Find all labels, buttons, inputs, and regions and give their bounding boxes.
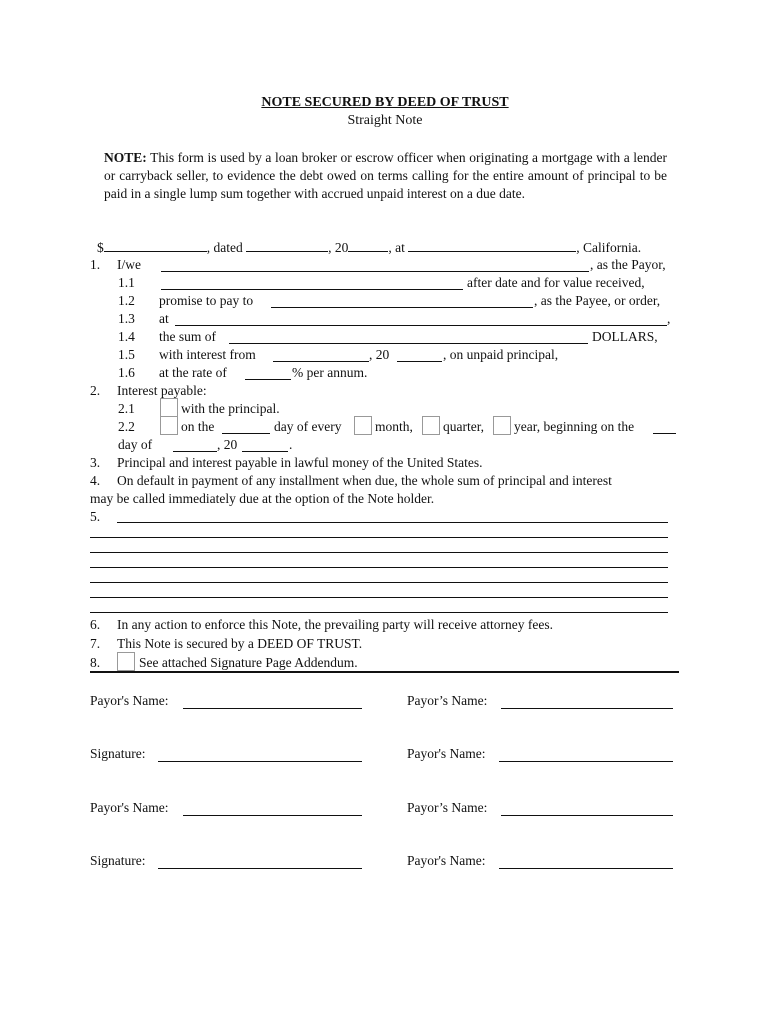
sub-1-5: 1.5 bbox=[118, 347, 135, 362]
installment-checkbox[interactable] bbox=[160, 416, 178, 435]
item-5-line-6[interactable] bbox=[90, 597, 668, 598]
item-4-text-b: may be called immediately due at the option of the Note holder. bbox=[90, 491, 435, 506]
sig-left-2-label: Signature: bbox=[90, 746, 146, 761]
at-label: , at bbox=[388, 240, 405, 255]
item-5-line-7[interactable] bbox=[90, 612, 668, 613]
address-comma: , bbox=[667, 311, 671, 326]
rate-field[interactable] bbox=[245, 379, 291, 380]
sub-1-4: 1.4 bbox=[118, 329, 135, 344]
dated-label: , dated bbox=[206, 240, 243, 255]
sig-right-3-label: Payor’s Name: bbox=[407, 800, 488, 815]
interest-year-field[interactable] bbox=[397, 361, 442, 362]
item-8-text: See attached Signature Page Addendum. bbox=[139, 655, 358, 670]
item-3-number: 3. bbox=[90, 455, 101, 470]
sig-left-1-field[interactable] bbox=[183, 708, 362, 709]
rate-label: at the rate of bbox=[159, 365, 227, 380]
beginning-day-field[interactable] bbox=[653, 433, 676, 434]
month-label: month, bbox=[375, 419, 413, 434]
per-annum-label: % per annum. bbox=[292, 365, 368, 380]
year-label: , 20 bbox=[328, 240, 349, 255]
amount-field[interactable] bbox=[104, 239, 207, 252]
sig-right-4-label: Payor's Name: bbox=[407, 853, 486, 868]
document-title: NOTE SECURED BY DEED OF TRUST bbox=[261, 95, 509, 110]
interest-start-date-field[interactable] bbox=[273, 361, 369, 362]
beginning-year-label: , 20 bbox=[217, 437, 238, 452]
after-date-label: after date and for value received, bbox=[467, 275, 645, 290]
sum-of-label: the sum of bbox=[159, 329, 216, 344]
sub-2-1: 2.1 bbox=[118, 401, 135, 416]
payee-field[interactable] bbox=[271, 307, 533, 308]
item-3-text: Principal and interest payable in lawful money of the United States. bbox=[117, 455, 483, 470]
interest-payable-label: Interest payable: bbox=[117, 383, 207, 398]
item-5-line-4[interactable] bbox=[90, 567, 668, 568]
sub-1-3: 1.3 bbox=[118, 311, 135, 326]
document-subtitle: Straight Note bbox=[347, 113, 423, 128]
dollar-sign: $ bbox=[97, 240, 104, 255]
note-paragraph bbox=[104, 149, 667, 203]
with-principal-checkbox[interactable] bbox=[160, 398, 178, 417]
sig-right-4-field[interactable] bbox=[499, 868, 673, 869]
item-5-number: 5. bbox=[90, 509, 101, 524]
item-5-line-1[interactable] bbox=[117, 522, 668, 523]
california-label: , California. bbox=[576, 240, 642, 255]
sig-right-1-field[interactable] bbox=[501, 708, 673, 709]
sub-1-6: 1.6 bbox=[118, 365, 135, 380]
item-4-number: 4. bbox=[90, 473, 101, 488]
item-1-number: 1. bbox=[90, 257, 101, 272]
as-payor-label: , as the Payor, bbox=[590, 257, 666, 272]
interest-year-label: , 20 bbox=[369, 347, 390, 362]
sig-left-3-label: Payor's Name: bbox=[90, 800, 169, 815]
day-of-label: day of bbox=[118, 437, 153, 452]
dollars-label: DOLLARS, bbox=[592, 329, 658, 344]
sig-left-3-field[interactable] bbox=[183, 815, 362, 816]
unpaid-principal-label: , on unpaid principal, bbox=[443, 347, 559, 362]
item-2-number: 2. bbox=[90, 383, 101, 398]
year-checkbox[interactable] bbox=[493, 416, 511, 435]
sub-1-2: 1.2 bbox=[118, 293, 135, 308]
quarter-label: quarter, bbox=[443, 419, 485, 434]
addendum-checkbox[interactable] bbox=[117, 652, 135, 671]
installment-day-field[interactable] bbox=[222, 433, 270, 434]
year-beginning-label: year, beginning on the bbox=[514, 419, 635, 434]
date-field[interactable] bbox=[246, 239, 328, 252]
item-8-number: 8. bbox=[90, 655, 101, 670]
sum-words-field[interactable] bbox=[229, 343, 588, 344]
beginning-period: . bbox=[289, 437, 293, 452]
iwe-label: I/we bbox=[117, 257, 141, 272]
promise-label: promise to pay to bbox=[159, 293, 254, 308]
sig-right-1-label: Payor’s Name: bbox=[407, 693, 488, 708]
sub-2-2: 2.2 bbox=[118, 419, 135, 434]
day-of-every-label: day of every bbox=[274, 419, 342, 434]
payor-name-field[interactable] bbox=[161, 271, 589, 272]
as-payee-label: , as the Payee, or order, bbox=[534, 293, 661, 308]
item-7-number: 7. bbox=[90, 636, 101, 651]
item-5-line-3[interactable] bbox=[90, 552, 668, 553]
beginning-year-field[interactable] bbox=[242, 451, 288, 452]
item-5-line-2[interactable] bbox=[90, 537, 668, 538]
header-line bbox=[97, 239, 641, 256]
sig-left-4-label: Signature: bbox=[90, 853, 146, 868]
sig-right-2-field[interactable] bbox=[499, 761, 673, 762]
item-6-text: In any action to enforce this Note, the prevailing party will receive attorney fees. bbox=[117, 617, 553, 632]
sig-right-2-label: Payor's Name: bbox=[407, 746, 486, 761]
beginning-month-field[interactable] bbox=[173, 451, 217, 452]
item-7-text: This Note is secured by a DEED OF TRUST. bbox=[117, 636, 363, 651]
sig-right-3-field[interactable] bbox=[501, 815, 673, 816]
with-interest-label: with interest from bbox=[159, 347, 256, 362]
on-the-label: on the bbox=[181, 419, 215, 434]
item-4-text-a: On default in payment of any installment when due, the whole sum of principal and interest bbox=[117, 473, 612, 488]
note-label: NOTE: bbox=[104, 150, 147, 165]
item-6-number: 6. bbox=[90, 617, 101, 632]
term-field[interactable] bbox=[161, 289, 463, 290]
quarter-checkbox[interactable] bbox=[422, 416, 440, 435]
month-checkbox[interactable] bbox=[354, 416, 372, 435]
at-address-label: at bbox=[159, 311, 169, 326]
city-field[interactable] bbox=[408, 239, 576, 252]
section-divider bbox=[90, 671, 679, 673]
year-field[interactable] bbox=[348, 239, 388, 252]
with-principal-label: with the principal. bbox=[181, 401, 280, 416]
sig-left-2-field[interactable] bbox=[158, 761, 362, 762]
sub-1-1: 1.1 bbox=[118, 275, 135, 290]
payment-address-field[interactable] bbox=[175, 325, 667, 326]
note-text: This form is used by a loan broker or escrow officer when originating a mortgage with a lender or carryback seller, to evidence the debt owed on terms calling for the entire amount of principal to be paid in a single lump sum together with accrued unpaid interest on a due date. bbox=[104, 150, 667, 201]
sig-left-4-field[interactable] bbox=[158, 868, 362, 869]
sig-left-1-label: Payor's Name: bbox=[90, 693, 169, 708]
item-5-line-5[interactable] bbox=[90, 582, 668, 583]
